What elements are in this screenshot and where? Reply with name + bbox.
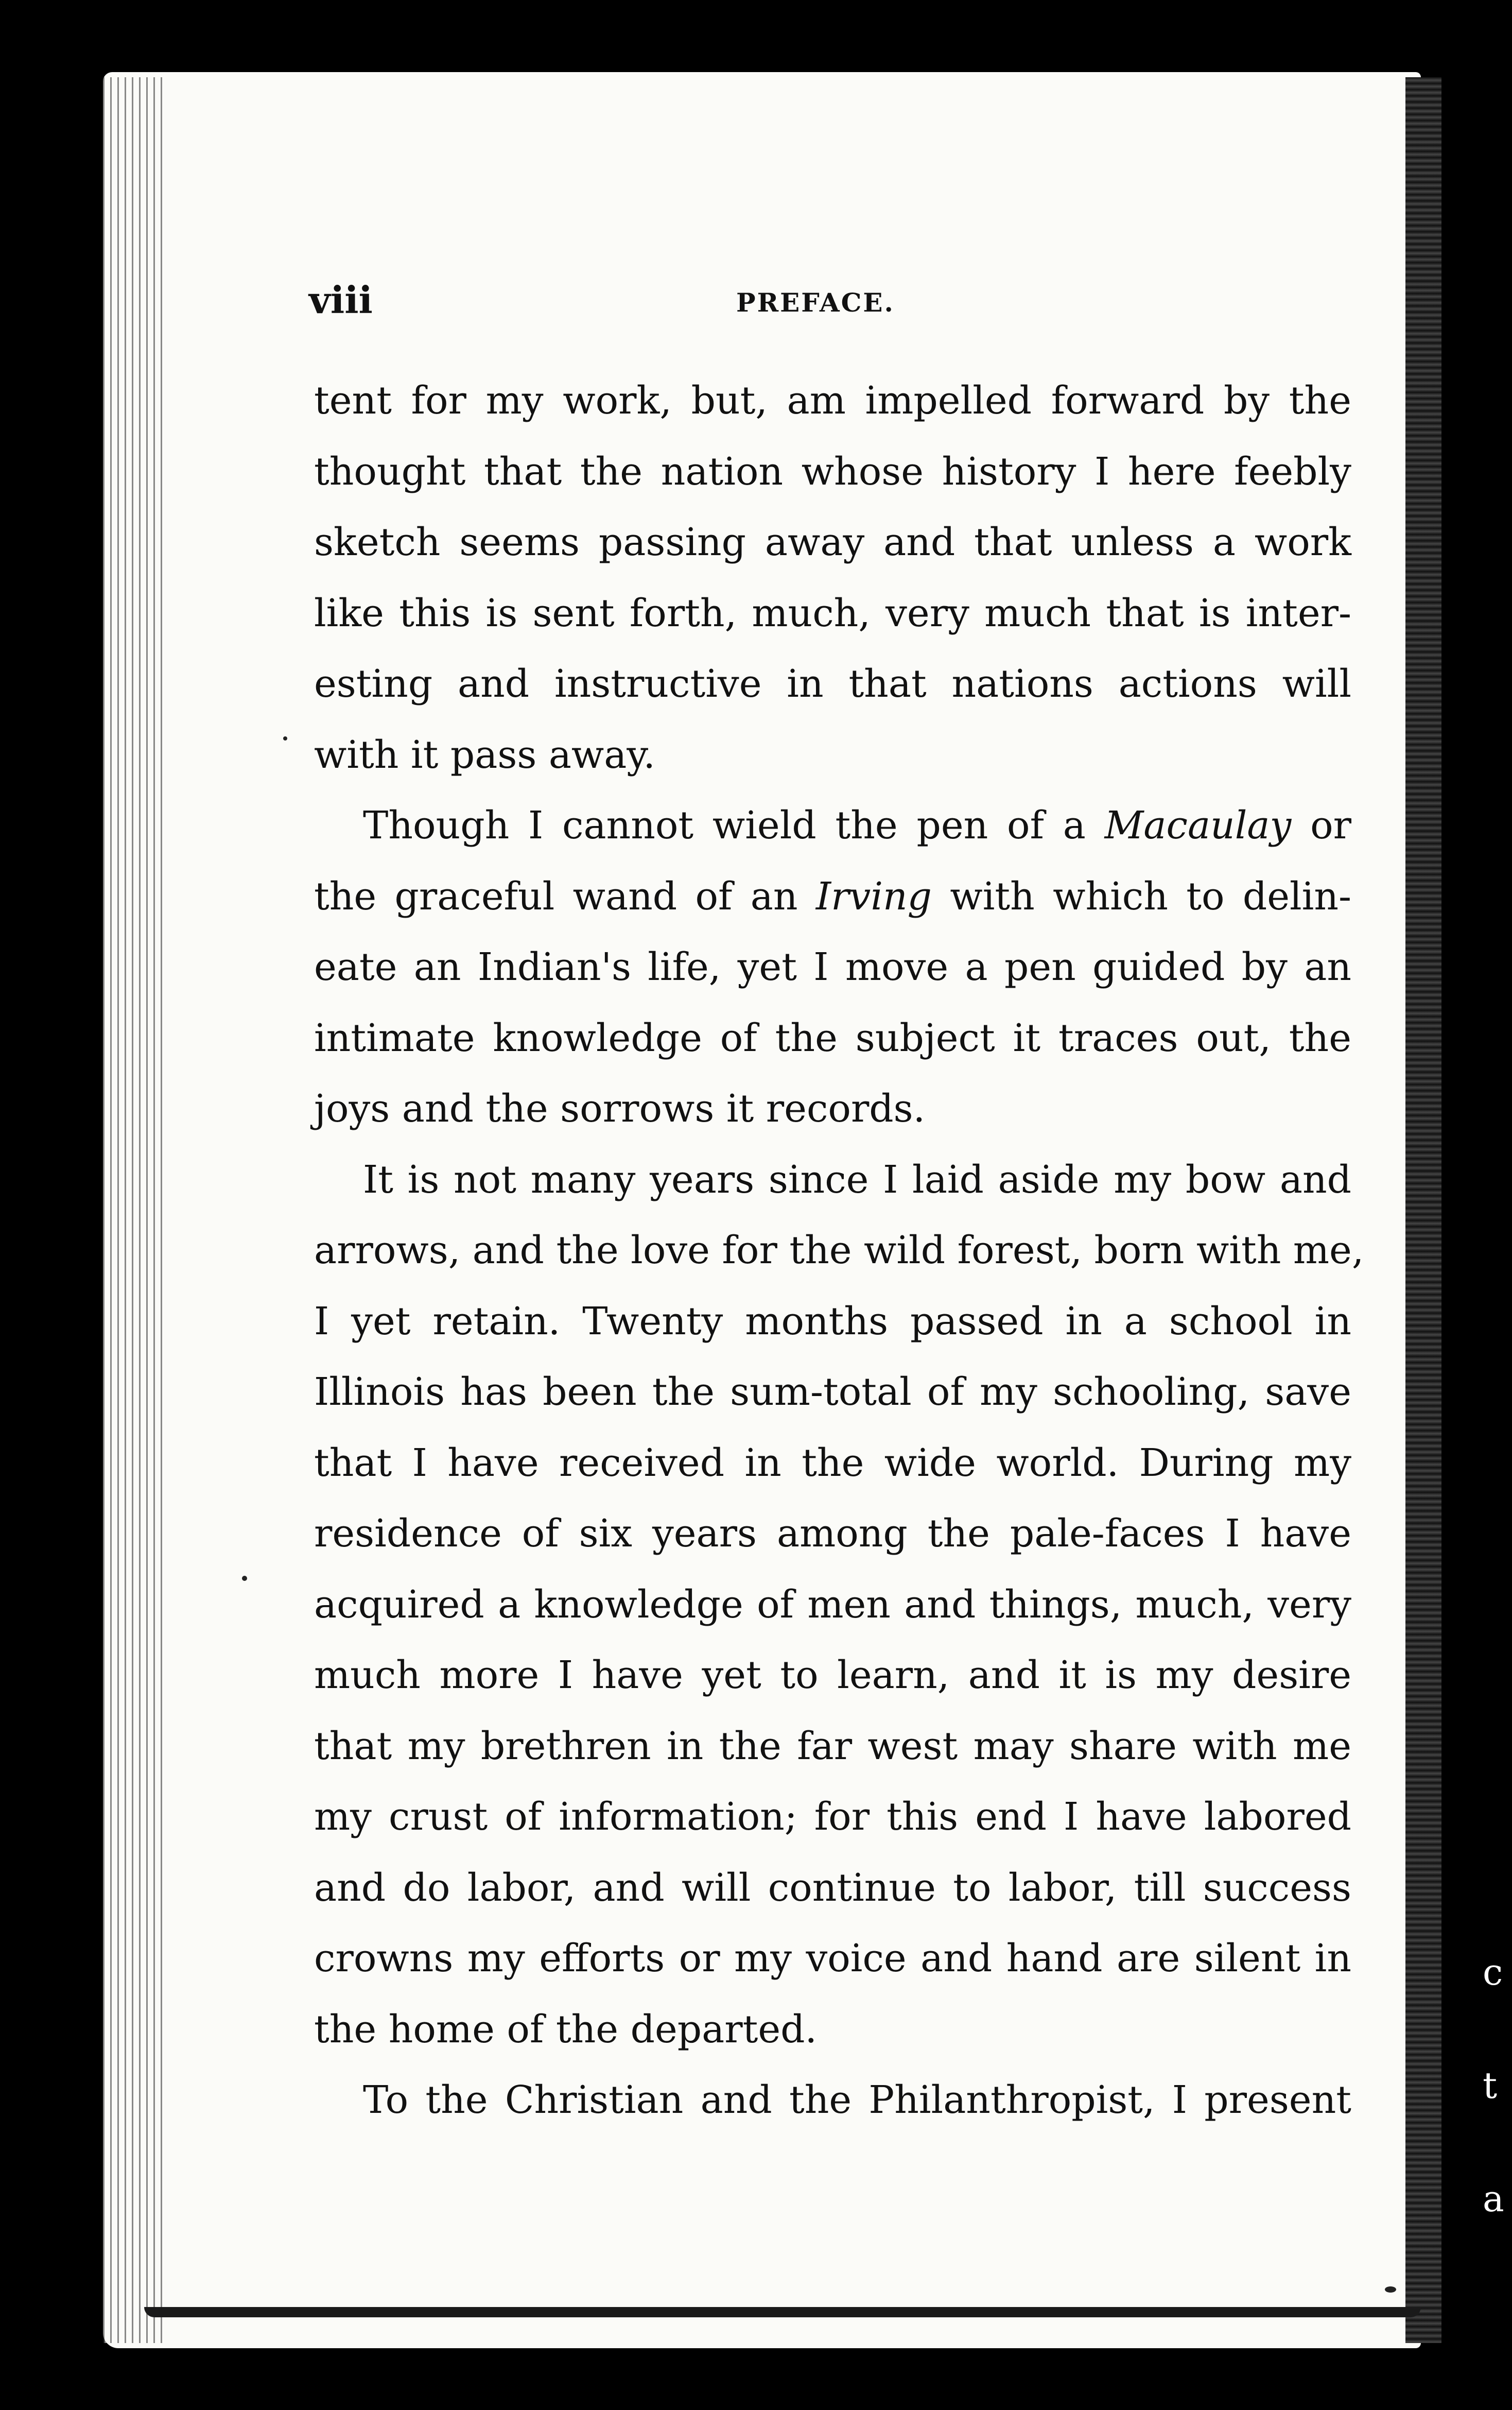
text-line: Illinois has been the sum-total of my schooling, save [314, 1370, 1351, 1414]
text-line: arrows, and the love for the wild forest, born with me, [314, 1228, 1364, 1272]
text-line: the graceful wand of an Irving with which to delin- [314, 874, 1351, 919]
text-line: and do labor, and will continue to labor, till success [314, 1865, 1351, 1910]
page-gutter-stack [103, 77, 165, 2343]
running-head: PREFACE. [736, 287, 895, 318]
page-edge-shadow [1405, 77, 1441, 2343]
edge-fragment: a [1483, 2178, 1504, 2220]
text-line: sketch seems passing away and that unless a work [314, 520, 1351, 564]
page-number: viii [309, 278, 373, 322]
page-bottom-edge [144, 2307, 1421, 2317]
text-line: that my brethren in the far west may share with me [314, 1724, 1351, 1768]
text-line: joys and the sorrows it records. [314, 1087, 926, 1131]
paragraph [314, 366, 1351, 790]
text-line: the home of the departed. [314, 2007, 818, 2052]
scan-speck [1385, 2286, 1396, 2293]
text-line: Though I cannot wield the pen of a Macaulay or [363, 803, 1351, 848]
adjacent-page-fragments [1483, 1916, 1512, 2256]
scan-speck [242, 1576, 247, 1581]
text-line: I yet retain. Twenty months passed in a school in [314, 1299, 1351, 1344]
text-line: intimate knowledge of the subject it traces out, the [314, 1015, 1351, 1060]
text-line: esting and instructive in that nations actions will [314, 662, 1351, 706]
paragraph [314, 1145, 1364, 2065]
text-line: crowns my efforts or my voice and hand are silent in [314, 1936, 1351, 1981]
text-line: thought that the nation whose history I here feebly [314, 449, 1351, 494]
paragraph [314, 2065, 1351, 2136]
scan-speck [283, 736, 287, 741]
paragraph [314, 790, 1351, 1145]
text-line: acquired a knowledge of men and things, much, very [314, 1582, 1351, 1627]
edge-fragment: c [1483, 1951, 1503, 1993]
edge-fragment: t [1483, 2064, 1498, 2107]
page-header [309, 278, 1339, 335]
text-line: tent for my work, but, am impelled forward by the [314, 378, 1351, 423]
text-line: It is not many years since I laid aside my bow and [363, 1157, 1351, 1202]
text-line: like this is sent forth, much, very much that is inter- [314, 591, 1351, 635]
text-line: To the Christian and the Philanthropist, I present [363, 2078, 1351, 2122]
text-line: my crust of information; for this end I have labored [314, 1795, 1351, 1839]
text-line: eate an Indian's life, yet I move a pen guided by an [314, 945, 1351, 989]
body-text [314, 366, 1364, 2136]
text-line: residence of six years among the pale-faces I have [314, 1511, 1351, 1556]
text-line: with it pass away. [314, 732, 655, 777]
text-line: much more I have yet to learn, and it is my desire [314, 1653, 1351, 1697]
text-line: that I have received in the wide world. During my [314, 1440, 1351, 1485]
